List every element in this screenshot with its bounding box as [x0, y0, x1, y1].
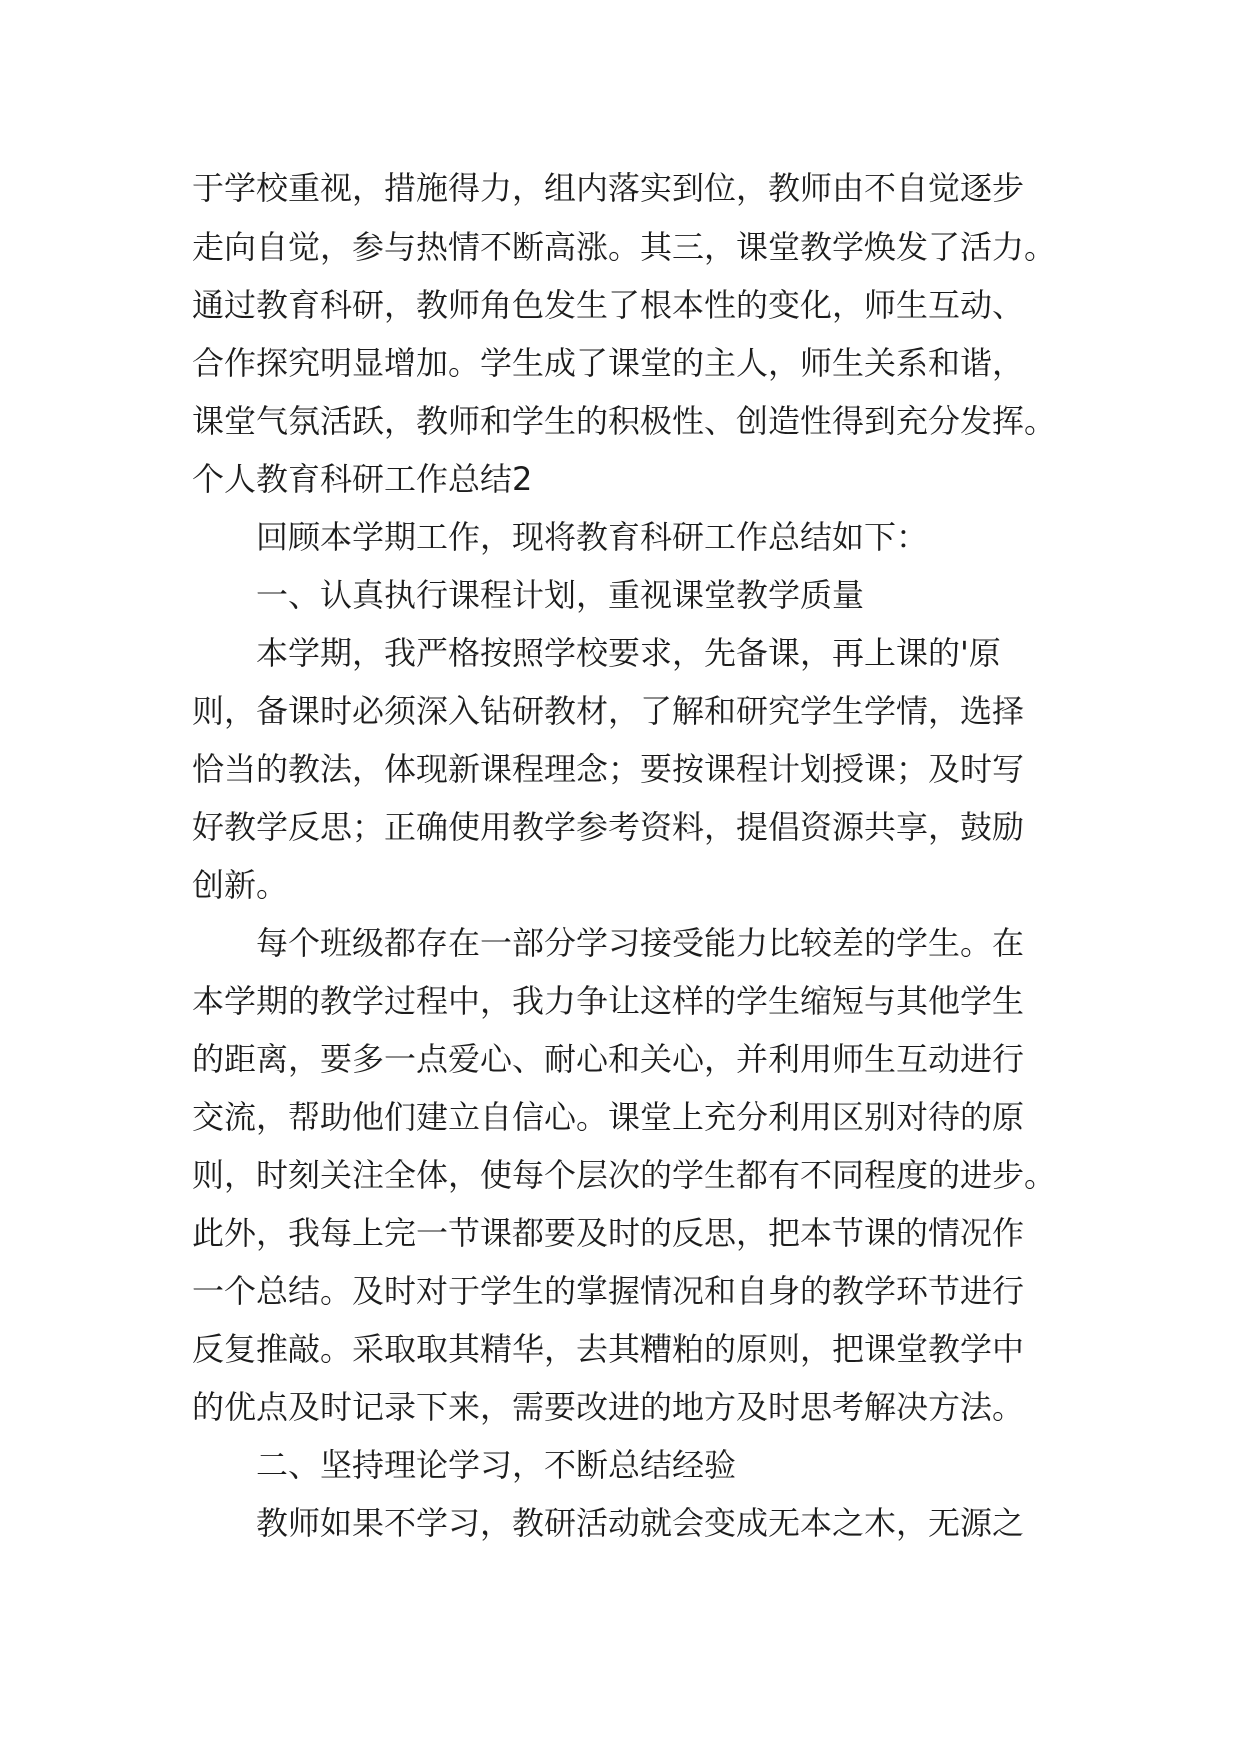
section-heading: 个人教育科研工作总结2 — [192, 460, 533, 498]
text-line: 交流，帮助他们建立自信心。课堂上充分利用区别对待的原 — [192, 1098, 1025, 1136]
text-line: 则，时刻关注全体，使每个层次的学生都有不同程度的进步。 — [192, 1156, 1057, 1194]
text-line: 课堂气氛活跃，教师和学生的积极性、创造性得到充分发挥。 — [192, 402, 1057, 440]
text-line: 的距离，要多一点爱心、耐心和关心，并利用师生互动进行 — [192, 1040, 1025, 1078]
subsection-heading: 一、认真执行课程计划，重视课堂教学质量 — [256, 576, 865, 614]
text-line: 合作探究明显增加。学生成了课堂的主人，师生关系和谐， — [192, 344, 1025, 382]
text-line: 于学校重视，措施得力，组内落实到位，教师由不自觉逐步 — [192, 169, 1025, 207]
text-line: 教师如果不学习，教研活动就会变成无本之木，无源之 — [256, 1504, 1025, 1542]
text-line: 一个总结。及时对于学生的掌握情况和自身的教学环节进行 — [192, 1272, 1025, 1310]
text-line: 创新。 — [192, 866, 289, 904]
text-line: 则，备课时必须深入钻研教材，了解和研究学生学情，选择 — [192, 692, 1025, 730]
text-line: 本学期的教学过程中，我力争让这样的学生缩短与其他学生 — [192, 982, 1025, 1020]
text-line: 通过教育科研，教师角色发生了根本性的变化，师生互动、 — [192, 286, 1025, 324]
text-line: 回顾本学期工作，现将教育科研工作总结如下： — [256, 518, 929, 556]
text-line: 本学期，我严格按照学校要求，先备课，再上课的'原 — [256, 634, 1001, 672]
text-line: 此外，我每上完一节课都要及时的反思，把本节课的情况作 — [192, 1214, 1025, 1252]
text-line: 好教学反思；正确使用教学参考资料，提倡资源共享，鼓励 — [192, 808, 1025, 846]
text-line: 恰当的教法，体现新课程理念；要按课程计划授课；及时写 — [192, 750, 1025, 788]
text-line: 走向自觉，参与热情不断高涨。其三，课堂教学焕发了活力。 — [192, 228, 1057, 266]
text-line: 的优点及时记录下来，需要改进的地方及时思考解决方法。 — [192, 1388, 1025, 1426]
subsection-heading: 二、坚持理论学习，不断总结经验 — [256, 1446, 737, 1484]
text-line: 每个班级都存在一部分学习接受能力比较差的学生。在 — [256, 924, 1025, 962]
text-line: 反复推敲。采取取其精华，去其糟粕的原则，把课堂教学中 — [192, 1330, 1025, 1368]
